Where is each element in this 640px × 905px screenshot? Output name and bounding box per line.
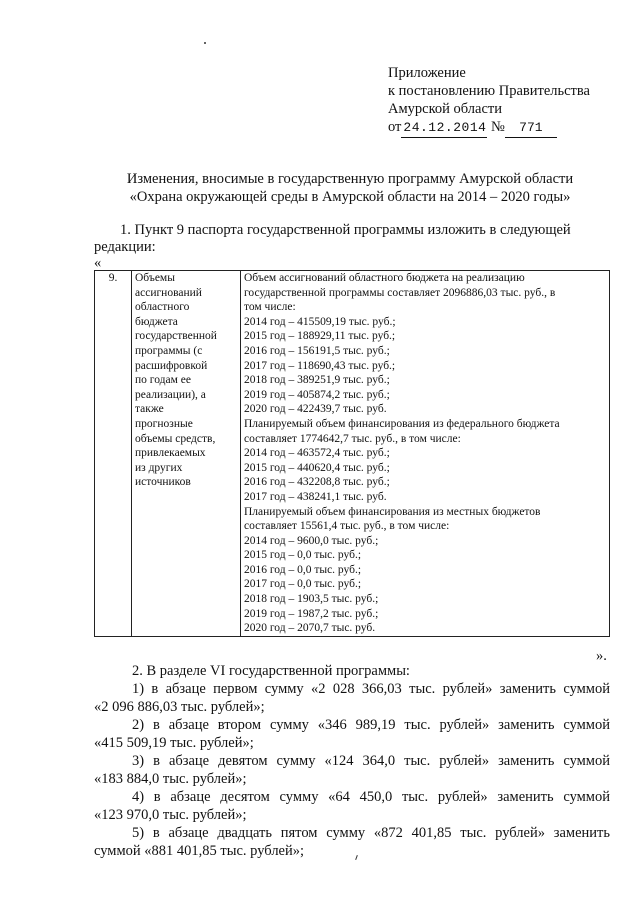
name-line: по годам ее	[135, 374, 191, 387]
content-line: 2019 год – 1987,2 тыс. руб.;	[244, 607, 379, 620]
item-2-heading: 2. В разделе VI государственной программы:	[132, 663, 410, 679]
name-line: из других	[135, 461, 183, 474]
content-line: 2016 год – 432208,8 тыс. руб.;	[244, 476, 390, 489]
appendix-line-1: Приложение	[388, 65, 466, 81]
content-line: том числе:	[244, 301, 296, 314]
content-line: 2014 год – 463572,4 тыс. руб.;	[244, 447, 390, 460]
name-line: расшифровкой	[135, 359, 208, 372]
content-line: 2016 год – 0,0 тыс. руб.;	[244, 563, 362, 576]
name-line: реализации), а	[135, 388, 206, 401]
table-row	[95, 271, 610, 637]
content-line: 2015 год – 0,0 тыс. руб.;	[244, 549, 362, 562]
content-line: 2019 год – 405874,2 тыс. руб.;	[244, 388, 390, 401]
content-line: 2015 год – 440620,4 тыс. руб.;	[244, 461, 390, 474]
document-title	[80, 170, 620, 206]
content-line: 2017 год – 438241,1 тыс. руб.	[244, 490, 387, 503]
content-line: Планируемый объем финансирования из местных бюджетов	[244, 505, 541, 518]
name-line: государственной	[135, 330, 217, 343]
decree-number: 771	[505, 119, 557, 138]
subitem-5-line-2: суммой «881 401,85 тыс. рублей»;	[94, 843, 305, 859]
quote-open: «	[94, 255, 102, 271]
appendix-date-line	[388, 118, 590, 138]
item-2-block	[94, 662, 610, 860]
from-label: от	[388, 119, 402, 135]
subitem-1-line-2: «2 096 886,03 тыс. рублей»;	[94, 699, 265, 715]
subitem-4-line-1: 4) в абзаце десятом сумму «64 450,0 тыс. рублей» заменить суммой	[132, 789, 610, 805]
content-line: Планируемый объем финансирования из федерального бюджета	[244, 417, 560, 430]
name-line: объемы средств,	[135, 432, 216, 445]
quote-close: ».	[596, 648, 607, 664]
name-line: бюджета	[135, 315, 178, 328]
content-line: 2020 год – 422439,7 тыс. руб.	[244, 403, 387, 416]
subitem-2-line-2: «415 509,19 тыс. рублей»;	[94, 735, 254, 751]
name-line: Объемы	[135, 272, 175, 284]
name-line: также	[135, 403, 164, 416]
item-1-text	[94, 222, 610, 239]
content-line: составляет 1774642,7 тыс. руб., в том числе:	[244, 432, 461, 445]
title-line-2: «Охрана окружающей среды в Амурской области на 2014 – 2020 годы»	[129, 189, 571, 205]
name-line: программы (с	[135, 344, 203, 357]
subitem-5-line-1: 5) в абзаце двадцать пятом сумму «872 401,85 тыс. рублей» заменить	[132, 825, 610, 841]
content-line: 2020 год – 2070,7 тыс. руб.	[244, 622, 376, 635]
appendix-line-3: Амурской области	[388, 101, 502, 117]
item-1-line-2: редакции:	[94, 239, 156, 255]
passport-table	[94, 270, 610, 637]
appendix-line-2: к постановлению Правительства	[388, 83, 590, 99]
decree-date: 24.12.2014	[401, 119, 487, 138]
scan-speck	[204, 42, 206, 44]
number-label: №	[491, 119, 505, 135]
appendix-block	[388, 64, 590, 138]
row-content-cell	[241, 271, 610, 637]
content-line: 2015 год – 188929,11 тыс. руб.;	[244, 330, 396, 343]
title-line-1: Изменения, вносимые в государственную программу Амурской области	[126, 171, 574, 187]
name-line: прогнозные	[135, 417, 193, 430]
subitem-4-line-2: «123 970,0 тыс. рублей»;	[94, 807, 247, 823]
name-line: областного	[135, 301, 190, 314]
content-line: государственной программы составляет 2096886,03 тыс. руб., в	[244, 286, 556, 299]
row-name-cell	[132, 271, 241, 637]
content-line: 2014 год – 415509,19 тыс. руб.;	[244, 315, 396, 328]
subitem-2-line-1: 2) в абзаце втором сумму «346 989,19 тыс. рублей» заменить суммой	[132, 717, 610, 733]
content-line: 2017 год – 118690,43 тыс. руб.;	[244, 359, 396, 372]
content-line: 2016 год – 156191,5 тыс. руб.;	[244, 344, 390, 357]
subitem-3-line-2: «183 884,0 тыс. рублей»;	[94, 771, 247, 787]
content-line: составляет 15561,4 тыс. руб., в том числе:	[244, 520, 450, 533]
content-line: 2017 год – 0,0 тыс. руб.;	[244, 578, 362, 591]
name-line: ассигнований	[135, 286, 202, 299]
content-line: 2014 год – 9600,0 тыс. руб.;	[244, 534, 379, 547]
subitem-1-line-1: 1) в абзаце первом сумму «2 028 366,03 тыс. рублей» заменить суммой	[132, 681, 610, 697]
row-number: 9.	[95, 271, 132, 637]
content-line: 2018 год – 389251,9 тыс. руб.;	[244, 374, 390, 387]
content-line: 2018 год – 1903,5 тыс. руб.;	[244, 593, 379, 606]
name-line: источников	[135, 476, 191, 489]
item-1-line-1: 1. Пункт 9 паспорта государственной программы изложить в следующей	[120, 222, 571, 238]
content-line: Объем ассигнований областного бюджета на реализацию	[244, 272, 525, 284]
subitem-3-line-1: 3) в абзаце девятом сумму «124 364,0 тыс. рублей» заменить суммой	[132, 753, 610, 769]
name-line: привлекаемых	[135, 447, 206, 460]
